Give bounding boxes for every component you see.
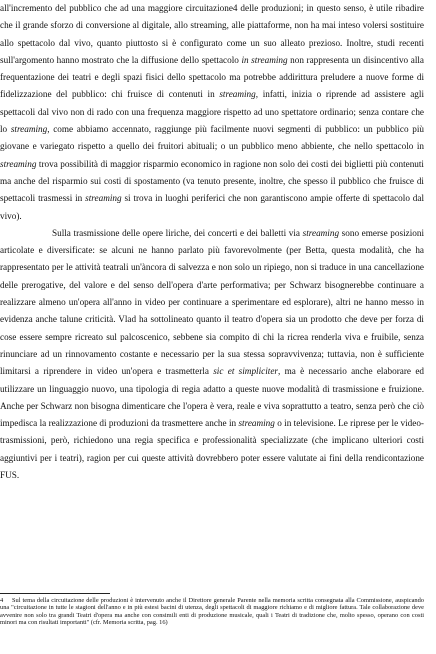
footnote	[0, 597, 424, 627]
italic-term: in streaming	[241, 54, 288, 65]
text-run: si trova in luoghi periferici che non garantiscono ampie offerte di spettacolo dal vivo).	[0, 193, 425, 221]
footnote-separator	[0, 593, 110, 594]
footnote-number: 4	[0, 597, 4, 604]
text-run: , ma è necessario anche elaborare ed utilizzare un linguaggio nuovo, una tipologia di regia adatto a queste nuove modalità di trasmissione e fruizione. Anche per Schwarz non bisogna dimenticare che l'opera è vera, reale e viva soprattutto a teatro, senza però che ciò impedisca la realizzazione di produzioni da trasmettere anche in	[0, 366, 424, 429]
italic-term: streaming	[0, 158, 37, 169]
text-run: sono emerse posizioni articolate e diversificate: se alcuni ne hanno parlato più favorevolmente (per Betta, questa modalità, che ha rappresentato per le attività teatrali un'àncora di salvezza e non solo un ripiego, non si traduce in una cancellazione delle prerogative, del valore e del senso dell'opera d'arte performativa; per Schwarz bisognerebbe continuare a realizzare almeno un'opera all'anno in video per continuare a sperimentare ed esplorare), altri ne hanno messo in evidenza anche talune criticità. Vlad ha sottolineato quanto il teatro d'opera sia un prodotto che deve per forza di cose essere sempre ricreato sul palcoscenico, sebbene sia compito di chi la ricrea renderla viva e fruibile, senza rinunciare ad un rinnovamento costante e necessario per la sua stessa sopravvivenza; tuttavia, non è sufficiente limitarsi a riprendere in video un'opera e trasmetterla	[0, 227, 424, 377]
italic-term: streaming	[302, 227, 340, 238]
text-run: all'incremento del pubblico che ad una maggiore circuitazione4 delle produzioni; in questo senso, è utile ribadire che il grande sforzo di conversione al digitale, allo streaming, alle piattaforme, non ha mai inteso volersi sostituire allo spettacolo dal vivo, quanto piuttosto si è configurato come un suo alleato prezioso. Inoltre, studi recenti sull'argomento hanno mostrato che la diffusione dello spettacolo	[0, 3, 424, 65]
paragraph-2	[0, 225, 424, 484]
italic-term: sic et simpliciter	[213, 366, 278, 377]
italic-term: streaming	[10, 124, 48, 135]
footnote-text: Sul tema della circuitazione delle produzioni è intervenuto anche il Direttore generale Parente nella memoria scritta consegnata alla Commissione, auspicando una "circuitazione in tutte le stagioni dell'anno e in più estesi bacini di utenza, degli spettacoli di maggiore richiamo e di migliore fattura. Tale collaborazione deve avvenire non solo tra grandi Teatri d'opera ma anche con consimili enti di produzione musicale, quali i Teatri di tradizione che, molto spesso, operano con costi minori ma con risultati importanti" (cfr. Memoria scritta, pag. 16)	[0, 597, 424, 627]
italic-term: streaming	[85, 193, 122, 204]
text-run: , come abbiamo accennato, raggiunge più facilmente nuovi segmenti di pubblico: un pubblico più giovane e variegato rispetto a quello dei fruitori abituali; o un pubblico meno abbiente, che nello spettacolo in	[0, 124, 424, 152]
text-run: trova possibilità di maggior risparmio economico in ragione non solo dei costi dei biglietti più contenuti ma anche del risparmio sui costi di spostamento (va tenuto presente, inoltre, che spesso il pubblico che fruisce di spettacoli trasmessi in	[0, 158, 424, 204]
italic-term: streaming	[219, 89, 256, 100]
text-run: non rappresenta un disincentivo alla frequentazione dei teatri e degli spazi fisici dello spettacolo ma potrebbe addirittura preludere a nuove forme di fidelizzazione del pubblico: chi fruisce di contenuti in	[0, 54, 425, 100]
italic-term: streaming	[238, 418, 275, 429]
text-run: Sulla trasmissione delle opere liriche, dei concerti e dei balletti via	[52, 227, 303, 238]
text-run: o in televisione. Le riprese per le video-trasmissioni, però, richiedono una regia specifica e professionalità specializzate (che implicano ulteriori costi aggiuntivi per i teatri), ragion per cui queste attività dovrebbero poter essere valutate ai fini della rendicontazione FUS.	[0, 418, 424, 481]
text-run: , infatti, inizia o riprende ad assistere agli spettacoli dal vivo non di rado con una frequenza maggiore rispetto ad uno spettatore ordinario; senza contare che lo	[0, 89, 424, 135]
paragraph-1	[0, 0, 424, 225]
